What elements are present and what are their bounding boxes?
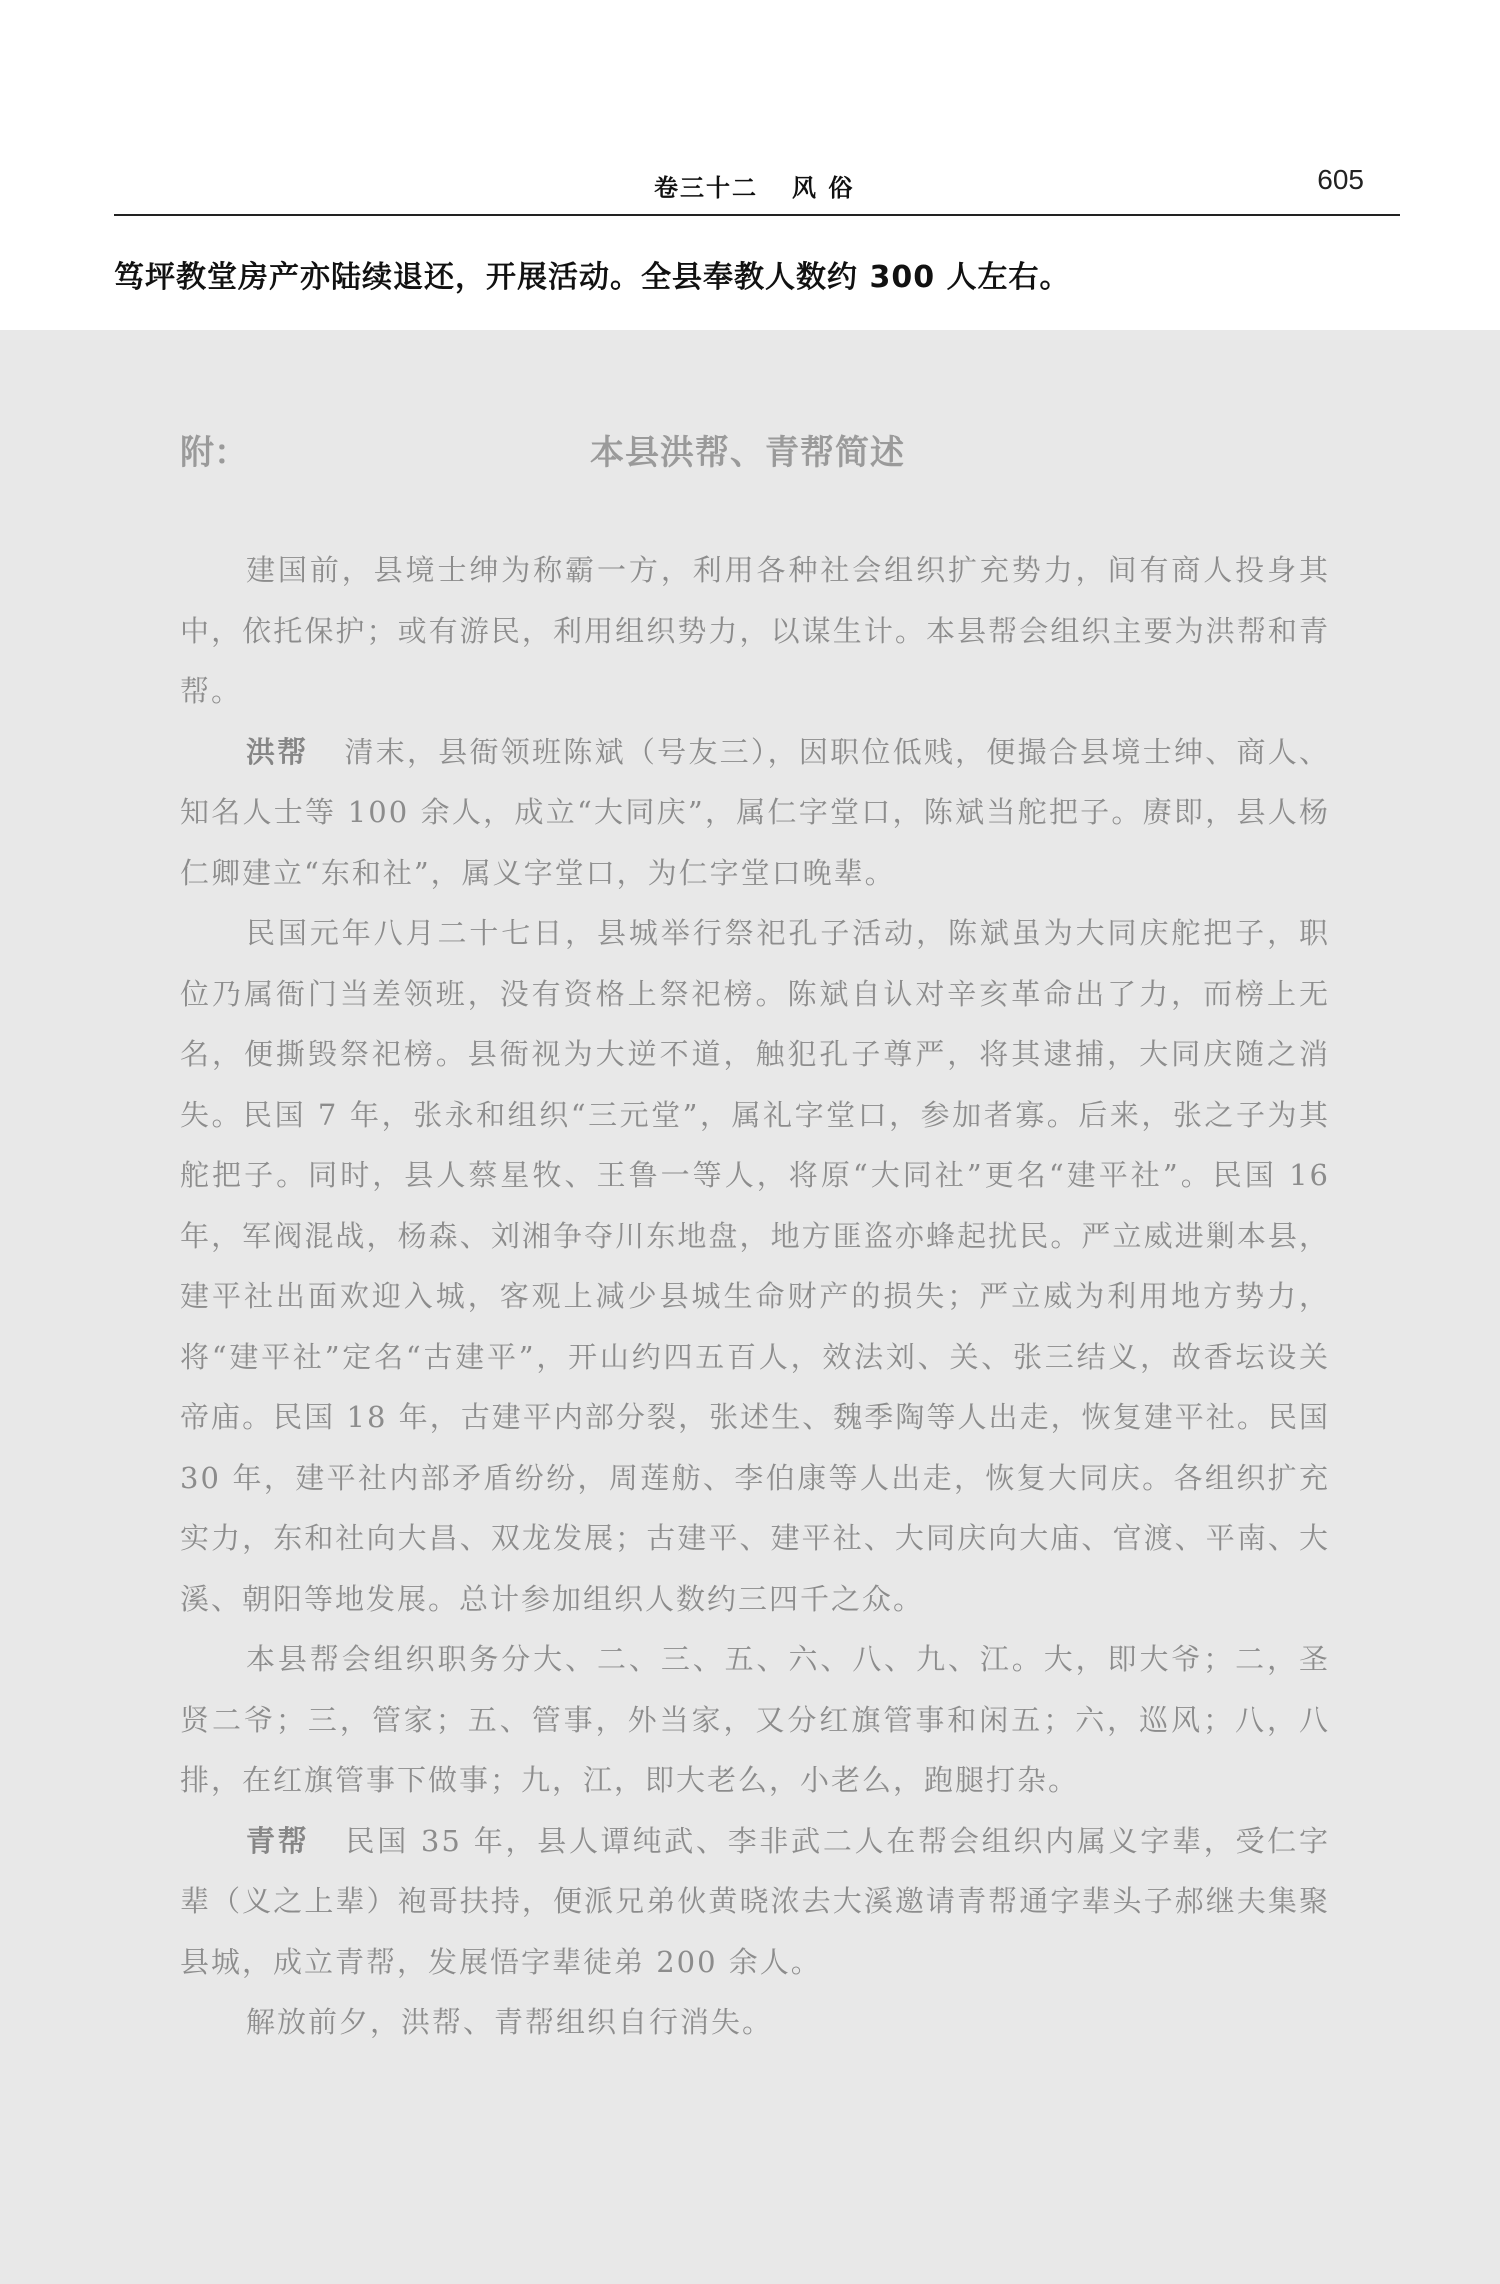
paragraph-text: 民国 35 年，县人谭纯武、李非武二人在帮会组织内属义字辈，受仁字辈（义之上辈）袍哥扶持，便派兄弟伙黄晓浓去大溪邀请青帮通字辈头子郝继夫集聚县城，成立青帮，发展悟字辈徒弟 200 余人。	[180, 1823, 1330, 1979]
paragraph-ranks	[180, 1629, 1330, 1811]
section-label: 风 俗	[792, 174, 855, 202]
page-header	[114, 160, 1400, 210]
appendix-body	[180, 540, 1330, 2053]
paragraph-qingbang	[180, 1811, 1330, 1993]
page-number: 605	[1317, 164, 1364, 195]
paragraph-keyword: 洪帮	[246, 734, 309, 769]
paragraph-text: 解放前夕，洪帮、青帮组织自行消失。	[246, 2005, 774, 2039]
volume-label: 卷三十二	[654, 174, 758, 202]
running-title	[654, 168, 854, 203]
paragraph-text: 本县帮会组织职务分大、二、三、五、六、八、九、江。大，即大爷；二，圣贤二爷；三，管家；五、管事，外当家，又分红旗管事和闲五；六，巡风；八，八排，在红旗管事下做事；九，江，即大老么，小老么，跑腿打杂。	[180, 1642, 1330, 1797]
header-rule	[114, 214, 1400, 216]
paragraph-history	[180, 903, 1330, 1629]
paragraph-text: 民国元年八月二十七日，县城举行祭祀孔子活动，陈斌虽为大同庆舵把子，职位乃属衙门当差领班，没有资格上祭祀榜。陈斌自认对辛亥革命出了力，而榜上无名，便撕毁祭祀榜。县衙视为大逆不道，触犯孔子尊严，将其逮捕，大同庆随之消失。民国 7 年，张永和组织“三元堂”，属礼字堂口，参加者寡。后来，张之子为其舵把子。同时，县人蔡星牧、王鲁一等人，将原“大同社”更名“建平社”。民国 16 年，军阀混战，杨森、刘湘争夺川东地盘，地方匪盗亦蜂起扰民。严立威进剿本县，建平社出面欢迎入城，客观上减少县城生命财产的损失；严立威为利用地方势力，将“建平社”定名“古建平”，开山约四五百人，效法刘、关、张三结义，故香坛设关帝庙。民国 18 年，古建平内部分裂，张述生、魏季陶等人出走，恢复建平社。民国 30 年，建平社内部矛盾纷纷，周莲舫、李伯康等人出走，恢复大同庆。各组织扩充实力，东和社向大昌、双龙发展；古建平、建平社、大同庆向大庙、官渡、平南、大溪、朝阳等地发展。总计参加组织人数约三四千之众。	[180, 916, 1330, 1616]
paragraph-text: 清末，县衙领班陈斌（号友三），因职位低贱，便撮合县境士绅、商人、知名人士等 100 余人，成立“大同庆”，属仁字堂口，陈斌当舵把子。赓即，县人杨仁卿建立“东和社”，属义字堂口，为仁字堂口晚辈。	[180, 734, 1330, 890]
appendix-label: 附：	[180, 433, 248, 473]
paragraph-intro	[180, 540, 1330, 722]
paragraph-hongbang	[180, 722, 1330, 904]
appendix-title: 本县洪帮、青帮简述	[590, 433, 905, 473]
paragraph-conclusion	[180, 1992, 1330, 2053]
continued-paragraph: 笃坪教堂房产亦陆续退还，开展活动。全县奉教人数约 300 人左右。	[114, 260, 1071, 295]
paragraph-keyword: 青帮	[246, 1823, 310, 1858]
paragraph-text: 建国前，县境士绅为称霸一方，利用各种社会组织扩充势力，间有商人投身其中，依托保护；或有游民，利用组织势力，以谋生计。本县帮会组织主要为洪帮和青帮。	[180, 553, 1330, 708]
